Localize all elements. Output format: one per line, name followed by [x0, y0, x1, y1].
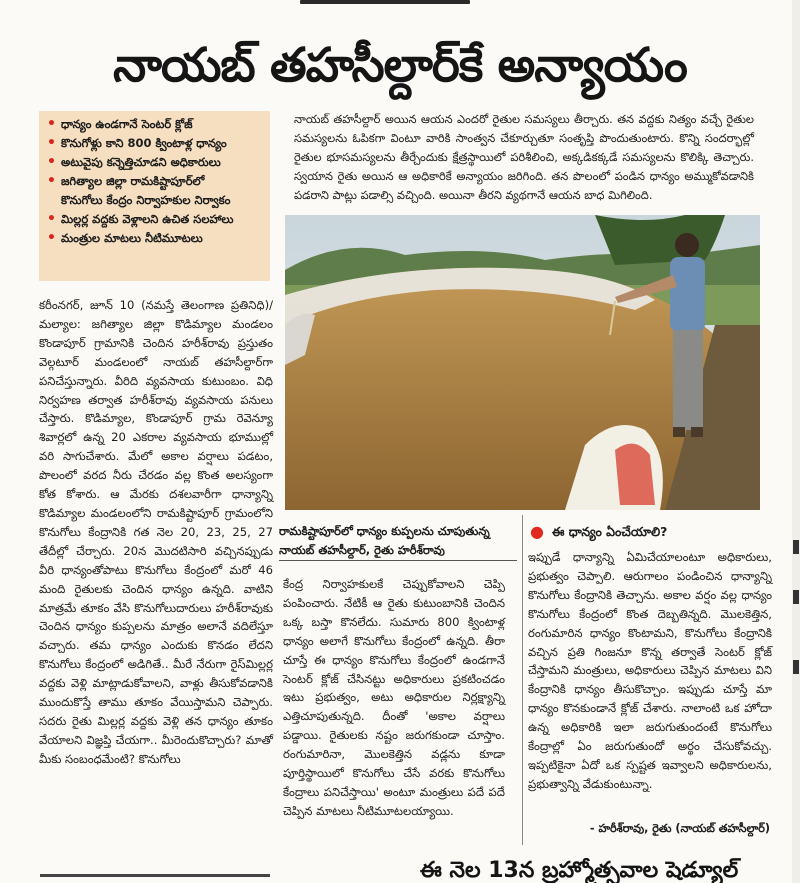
farmer-grain-pile-photo-icon	[285, 215, 760, 510]
article-column-1: కరీంనగర్, జూన్ 10 (నమస్తే తెలంగాణ ప్రతినిధి)/మల్యాల: జగిత్యాల జిల్లా కొడిమ్యాల మండలం కొండాపూర్ గ్రామానికి చెందిన హరీశ్‌రావు ప్రస్తుతం వెల్గటూర్ మండలంలో నాయబ్ తహసీల్దార్‌గా పనిచేస్తున్నారు. వీరిది వ్యవసాయ కుటుంబం. విధి నిర్వహణ తర్వాత హరీశ్‌రావు వ్యవసాయ పనులు చేస్తారు. కొడిమ్యాల, కొండాపూర్ గ్రామ రెవెన్యూ శివార్లలో ఉన్న 20 ఎకరాల వ్యవసాయ భూముల్లో వరి సాగుచేశారు. మేలో అకాల వర్షాలు పడటం, పొలంలో వరద నీరు చేరడం వల్ల కొంత అలస్యంగా కోత కోశారు. ఆ మేరకు దశలవారీగా ధాన్యాన్ని కొడిమ్యాల మండలంలోని రామకిష్టాపూర్ గ్రామంలోని కొనుగోలు కేంద్రానికి గత నెల 20, 23, 25, 27 తేదీల్లో చేర్చారు. 20న మొదటిసారి వచ్చినప్పుడు వీరి ధాన్యంతోపాటు కొనుగోలు కేంద్రంలో మరో 46 మంది రైతులకు చెందిన ధాన్యం ఉన్నది. వాటిని మాత్రమే తూకం వేసి కొనుగోలుదారులు హరీశ్‌రావుకు చెందిన ధాన్యం కుప్పలను మాత్రం అలానే వదిలేస్తూ వచ్చారు. తమ ధాన్యం ఎందుకు కొనడం లేదని కొనుగోలు కేంద్రంలో అడిగితే.. మీరే నేరుగా రైస్‌మిల్లర్ల వద్దకు వెళ్లి మాట్లాడుకోవాలని, వాళ్లు తీసుకోవడానికి ముందుకొస్తే తాము తూకం వేయిస్తామని చెప్పారు. సదరు రైతు మిల్లర్ల వద్దకు వెళ్లి తన ధాన్యం తూకం వేయాలని విజ్ఞప్తి చేయగా.. మీరెందుకొచ్చారు? మాతో మీకు సంబంధమేంటి? కొనుగోలు	[39, 298, 273, 766]
article-column-3: ఇప్పుడే ధాన్యాన్ని ఏమిచేయాలంటూ అధికారులు, ప్రభుత్వం చెప్పాలి. ఆరుగాలం పండించిన ధాన్యాన్ని కొనుగోలు కేంద్రానికి తెచ్చాను. అకాల వర్షం వల్ల ధాన్యం కొనుగోలు కేంద్రంలో కొంత దెబ్బతిన్నది. మొలకెత్తిన, రంగుమారిన ధాన్యం కొంటామని, కొనుగోలు కేంద్రానికి వచ్చిన ప్రతి గింజనూ కొన్న తర్వాతే సెంటర్ క్లోజ్ చేస్తామని మంత్రులు, అధికారులు చెప్పిన మాటలు విని కేంద్రానికి ధాన్యం తీసుకొచ్చాం. ఇప్పుడు చూస్తే మా ధాన్యం కొనకుండానే క్లోజ్ చేశారు. నాలాంటి ఒక హోదా ఉన్న అధికారికి ఇలా జరుగుతుందంటే కొనుగోలు కేంద్రాల్లో ఏం జరుగుతుందో అర్థం చేసుకోవచ్చు. ఇప్పటికైనా ఏదో ఒక స్పష్టత ఇవ్వాలని అధికారులను, ప్రభుత్వాన్ని వేడుకుంటున్నా.	[528, 550, 772, 791]
article-column-2: కేంద్ర నిర్వాహకులకే చెప్పుకోవాలని చెప్పి పంపించారు. నేటికీ ఆ రైతు కుటుంబానికి చెందిన ఒక్క బస్తా కొనలేదు. సుమారు 800 క్వింటాళ్ల ధాన్యం అలాగే కొనుగోలు కేంద్రంలో ఉన్నది. తీరా చూస్తే ఈ ధాన్యం కొనుగోలు కేంద్రంలో ఉండగానే సెంటర్ క్లోజ్ చేసినట్టు అధికారులు ప్రకటించడం ఇటు ప్రభుత్వం, అటు అధికారుల నిర్లక్ష్యాన్ని ఎత్తిచూపుతున్నది. దీంతో 'అకాల వర్షాలు పడ్డాయి. రైతులకు నష్టం జరుగకుండా చూస్తాం. రంగుమారినా, మొలకెత్తిన వడ్లను కూడా పూర్తిస్థాయిలో కొనుగోలు చేసే వరకు కొనుగోలు కేంద్రాలు పనిచేస్తాయి' అంటూ మంత్రులు పదే పదే చెప్పిన మాటలు నీటిమూటలయ్యాయి.	[283, 577, 505, 818]
highlight-item: • మిల్లర్ల వద్దకు వెళ్లాలని ఉచిత సలహాలు	[47, 211, 234, 227]
news-photo	[285, 215, 760, 510]
caption-underline	[279, 560, 517, 561]
highlight-item: • మంత్రుల మాటలు నీటిమూటలు	[47, 230, 203, 246]
sub-heading-text: ఈ ధాన్యం ఏంచేయాలి?	[551, 524, 668, 539]
photo-caption-line-1: రామకిష్టాపూర్‌లో ధాన్యం కుప్పలను చూపుతున్న	[279, 524, 490, 538]
right-edge-strip	[792, 0, 800, 883]
next-story-headline: ఈ నెల 13న బ్రహ్మోత్సవాల షెడ్యూల్	[420, 858, 739, 883]
highlight-item: • ధాన్యం ఉండగానే సెంటర్ క్లోజ్	[47, 116, 193, 132]
intro-paragraph: నాయబ్ తహసీల్దార్ అయిన ఆయన ఎందరో రైతుల సమస్యలు తీర్చారు. తన వద్దకు నిత్యం వచ్చే రైతుల సమస్యలను ఓపికగా వింటూ వారికి సాంత్వన చేకూర్చుతూ సంతృప్తి పొందుతుంటారు. కొన్ని సందర్భాల్లో రైతుల భూసమస్యలను తీర్చేందుకు క్షేత్రస్థాయిలో పరిశీలించి, అక్కడికక్కడే సమస్యలను కొలిక్కి తెచ్చారు. స్వయాన రైతు అయిన ఆ అధికారికే అన్యాయం జరిగింది. తన పొలంలో పండిన ధాన్యం అమ్ముకోవడానికి పడరాని పాట్లు పడాల్సి వచ్చింది. అయినా తీరని వ్యథగానే ఆయన బాధ మిగిలింది.	[294, 112, 754, 202]
highlights-box	[39, 111, 270, 281]
top-strip	[0, 0, 800, 8]
highlight-item: • అటువైపు కన్నెత్తిచూడని అధికారులు	[47, 154, 221, 170]
quote-attribution: - హరీశ్‌రావు, రైతు (నాయబ్ తహసీల్దార్)	[589, 822, 770, 835]
highlight-item: • కొనుగోళ్లు కాని 800 క్వింటాళ్ల ధాన్యం	[47, 135, 227, 151]
bullet-dot-icon: ●	[530, 522, 544, 541]
column-divider	[522, 515, 523, 845]
sub-heading	[530, 522, 770, 542]
page-headline: నాయబ్ తహసీల్దార్‌కే అన్యాయం	[113, 38, 687, 93]
highlight-item: కొనుగోలు కేంద్రం నిర్వాహకుల నిర్వాకం	[61, 193, 231, 207]
bottom-rule	[40, 874, 270, 877]
photo-caption-line-2: నాయబ్ తహసీల్దార్, రైతు హరీశ్‌రావు	[279, 543, 445, 557]
highlight-item: • జగిత్యాల జిల్లా రామకిష్టాపూర్‌లో	[47, 173, 205, 189]
photo-caption	[279, 522, 521, 560]
